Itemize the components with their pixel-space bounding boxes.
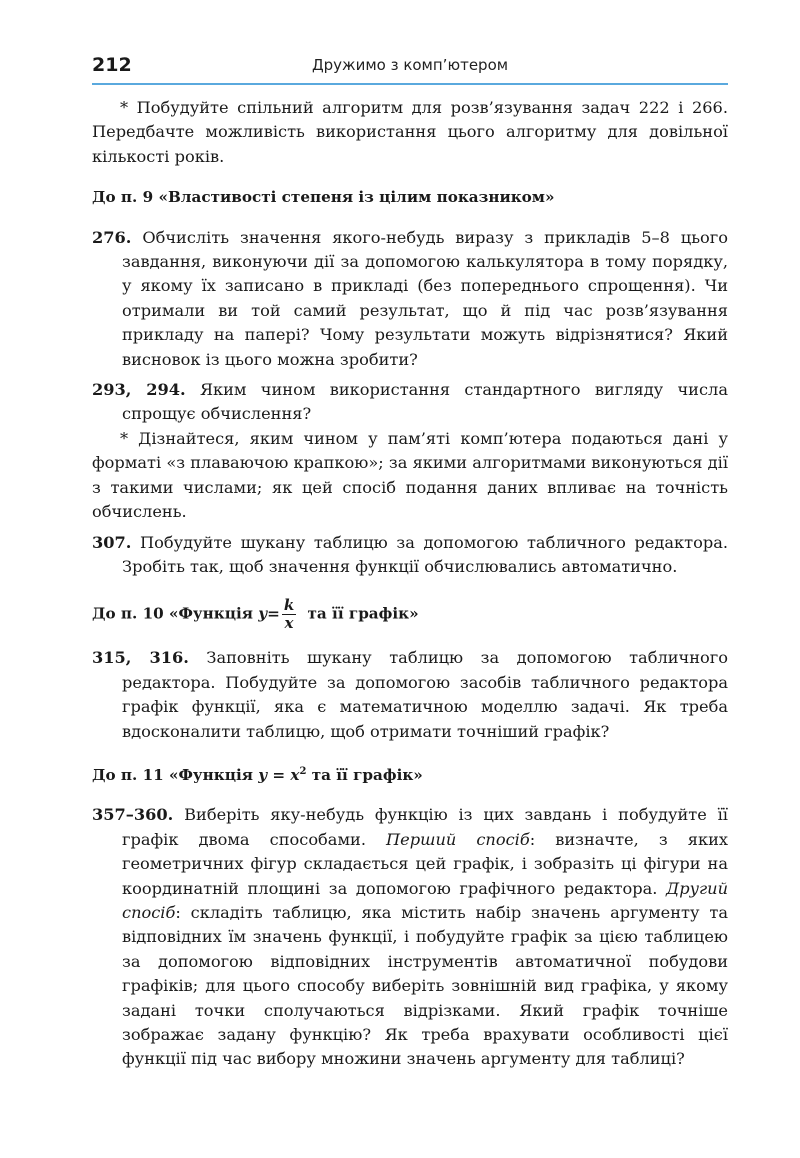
section-heading-11 (92, 760, 728, 787)
intro-paragraph: * Побудуйте спільний алгоритм для розв’язування задач 222 і 266. Передбачте можливість використання цього алгоритму для довільної кількості років. (92, 98, 728, 166)
formula-equals: = (267, 604, 280, 623)
fraction-denominator: x (282, 614, 296, 632)
section-heading-10 (92, 597, 728, 632)
task-text: Обчисліть значення якого-небудь виразу з прикладів 5–8 цього завдання, виконуючи дії за допомогою калькулятора в тому порядку, у якому їх записано в прикладі (без попереднього спрощення). Чи отримали ви той самий результат, що й під час розв’язування прикладу на папері? Чому результати можуть відрізнятися? Який висновок із цього можна зробити? (122, 227, 728, 369)
section-suffix: та її графік» (307, 604, 419, 623)
task-number: 276. (92, 227, 132, 247)
page-content (92, 96, 728, 1072)
task-text: : складіть таблицю, яка містить набір значень аргументу та відповідних їм значень функції, і побудуйте графік за цією таблицею за допомогою відповідних інструментів автоматичної побудови графіків; для цього способу виберіть зовнішній вид графіка, у якому задані точки сполучаються відрізками. Який графік точніше зображає задану функцію? Як треба врахувати особливості цієї функції під час вибору множини значень аргументу для таблиці? (122, 903, 728, 1069)
formula-var-y: y (258, 604, 268, 623)
task-number: 357–360. (92, 805, 174, 825)
task-276 (92, 226, 728, 372)
task-293-294-extra: * Дізнайтеся, яким чином у пам’яті комп’ютера подаються дані у форматі «з плаваючою крапкою»; за якими алгоритмами виконуються дії з такими числами; як цей спосіб подання даних впливає на точність обчислень. (92, 428, 728, 522)
task-text: Побудуйте шукану таблицю за допомогою табличного редактора. Зробіть так, щоб значення функції обчислювались автоматично. (122, 532, 728, 576)
page-header (92, 52, 728, 82)
task-307 (92, 531, 728, 580)
task-text: : визначте, з яких геометричних фігур складається цей графік, і зобразіть ці фігури на координатній площині за допомогою графічного редактора. (122, 829, 728, 898)
task-293-294 (92, 378, 728, 427)
formula-var-y: y (258, 766, 268, 784)
formula-equals: = (272, 766, 286, 784)
section-prefix: До п. 11 «Функція (92, 766, 253, 784)
task-315-316 (92, 646, 728, 744)
fraction-numerator: k (283, 596, 295, 615)
method-label-second: Другий спосіб (122, 878, 728, 923)
formula-var-x: x (290, 766, 300, 784)
running-title: Дружимо з комп’ютером (311, 56, 509, 74)
section-heading-9: До п. 9 «Властивості степеня із цілим показником» (92, 188, 555, 207)
section-suffix: та її графік» (311, 766, 423, 784)
task-number: 315, 316. (92, 648, 189, 668)
task-number: 293, 294. (92, 380, 186, 400)
formula-fraction (282, 597, 296, 632)
task-text: Яким чином використання стандартного вигляду числа спрощує обчислення? (122, 380, 728, 424)
task-text: Заповніть шукану таблицю за допомогою табличного редактора. Побудуйте за допомогою засобів табличного редактора графік функції, яка є математичною моделлю задачі. Як треба вдосконалити таблицю, щоб отримати точніший графік? (122, 648, 728, 741)
task-number: 307. (92, 532, 132, 552)
section-prefix: До п. 10 «Функція (92, 604, 253, 623)
task-text: Виберіть яку-небудь функцію із цих завдань і побудуйте її графік двома способами. (122, 805, 728, 849)
formula-exponent: 2 (299, 765, 307, 777)
page-number: 212 (92, 54, 132, 76)
task-357-360 (92, 803, 728, 1071)
method-label-first: Перший спосіб (386, 829, 530, 849)
header-rule (92, 83, 728, 85)
